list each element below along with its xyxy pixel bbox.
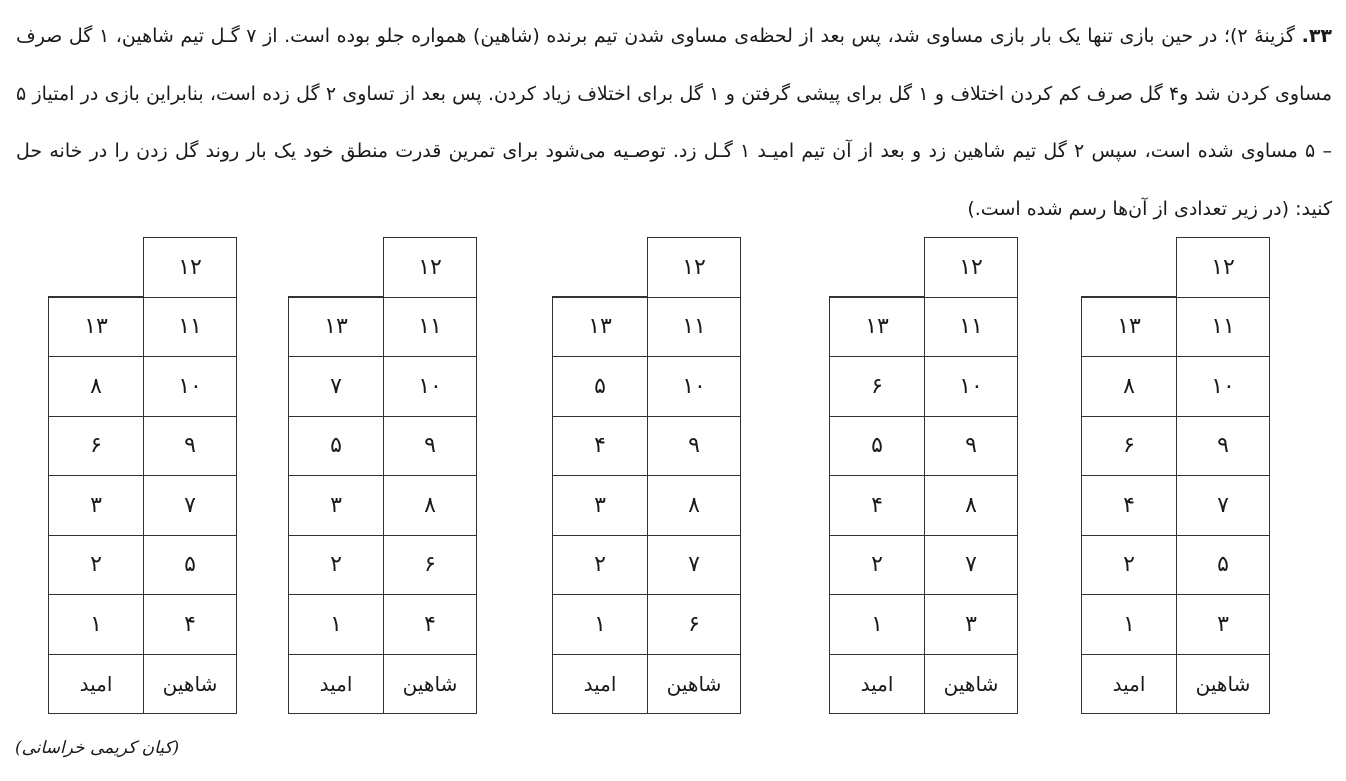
table-cell: ۶ (1081, 416, 1176, 476)
table-cell: ۱ (1081, 594, 1176, 654)
table-cell: ۱۱ (647, 297, 740, 357)
table-cell: ۵ (143, 535, 236, 595)
team-omid-label: امید (829, 654, 924, 714)
table-cell: ۱۳ (552, 297, 647, 357)
table-cell: ۱۳ (829, 297, 924, 357)
table-cell: ۵ (1176, 535, 1269, 595)
table-cell: ۱۳ (48, 297, 143, 357)
table-cell: ۱۰ (1176, 356, 1269, 416)
team-shahin-label: شاهین (143, 654, 236, 714)
empty-cell (552, 237, 647, 297)
table-cell: ۳ (552, 475, 647, 535)
table-cell: ۱۳ (288, 297, 383, 357)
table-cell: ۹ (1176, 416, 1269, 476)
table-cell: ۱۱ (924, 297, 1017, 357)
question-number: ۳۳. (1301, 25, 1333, 47)
team-omid-label: امید (288, 654, 383, 714)
table-cell: ۱ (288, 594, 383, 654)
table-cell: ۲ (1081, 535, 1176, 595)
empty-cell (288, 237, 383, 297)
table-cell: ۶ (829, 356, 924, 416)
table-cell: ۷ (924, 535, 1017, 595)
table-cell: ۲ (829, 535, 924, 595)
table-cell: ۷ (647, 535, 740, 595)
table-cell: ۱۲ (143, 237, 236, 297)
answer-option: گزینۀ ۲)؛ (1223, 25, 1295, 47)
score-table-2 (829, 237, 1018, 714)
score-table-4 (288, 237, 477, 714)
table-cell: ۱ (829, 594, 924, 654)
score-table-1 (1081, 237, 1270, 714)
score-table-5 (48, 237, 237, 714)
empty-cell (1081, 237, 1176, 297)
table-cell: ۳ (288, 475, 383, 535)
table-cell: ۱۰ (924, 356, 1017, 416)
table-cell: ۱ (48, 594, 143, 654)
table-cell: ۹ (924, 416, 1017, 476)
team-shahin-label: شاهین (924, 654, 1017, 714)
table-cell: ۲ (48, 535, 143, 595)
table-cell: ۸ (48, 356, 143, 416)
table-cell: ۹ (647, 416, 740, 476)
table-cell: ۲ (288, 535, 383, 595)
table-cell: ۴ (552, 416, 647, 476)
table-cell: ۴ (383, 594, 476, 654)
table-cell: ۱۰ (383, 356, 476, 416)
table-cell: ۷ (1176, 475, 1269, 535)
table-cell: ۳ (924, 594, 1017, 654)
table-cell: ۴ (1081, 475, 1176, 535)
team-shahin-label: شاهین (1176, 654, 1269, 714)
table-cell: ۸ (647, 475, 740, 535)
team-shahin-label: شاهین (383, 654, 476, 714)
table-cell: ۲ (552, 535, 647, 595)
table-cell: ۱۰ (143, 356, 236, 416)
team-omid-label: امید (552, 654, 647, 714)
table-cell: ۸ (1081, 356, 1176, 416)
table-cell: ۱۱ (143, 297, 236, 357)
table-cell: ۹ (143, 416, 236, 476)
table-cell: ۷ (143, 475, 236, 535)
table-cell: ۴ (829, 475, 924, 535)
team-omid-label: امید (1081, 654, 1176, 714)
team-shahin-label: شاهین (647, 654, 740, 714)
table-cell: ۴ (143, 594, 236, 654)
team-omid-label: امید (48, 654, 143, 714)
table-cell: ۳ (48, 475, 143, 535)
empty-cell (829, 237, 924, 297)
table-cell: ۱۰ (647, 356, 740, 416)
solution-paragraph (16, 8, 1332, 238)
score-table-3 (552, 237, 741, 714)
author-credit: (کیان کریمی خراسانی) (15, 738, 180, 758)
table-cell: ۵ (288, 416, 383, 476)
table-cell: ۱۳ (1081, 297, 1176, 357)
table-cell: ۱۲ (924, 237, 1017, 297)
table-cell: ۱۲ (647, 237, 740, 297)
table-cell: ۱ (552, 594, 647, 654)
table-cell: ۵ (829, 416, 924, 476)
table-cell: ۹ (383, 416, 476, 476)
table-cell: ۷ (288, 356, 383, 416)
table-cell: ۶ (647, 594, 740, 654)
table-cell: ۶ (383, 535, 476, 595)
table-cell: ۱۱ (1176, 297, 1269, 357)
empty-cell (48, 237, 143, 297)
table-cell: ۳ (1176, 594, 1269, 654)
table-cell: ۸ (924, 475, 1017, 535)
table-cell: ۸ (383, 475, 476, 535)
table-cell: ۱۱ (383, 297, 476, 357)
table-cell: ۱۲ (383, 237, 476, 297)
table-cell: ۱۲ (1176, 237, 1269, 297)
table-cell: ۵ (552, 356, 647, 416)
table-cell: ۶ (48, 416, 143, 476)
solution-text: در حین بازی تنها یک بار بازی مساوی شد، پس بعد از لحظه‌ی مساوی شدن تیم برنده (شاهین) همواره جلو بوده است. از ۷ گـل تیم شاهین، ۱ گل صرف مساوی کردن شد و۴ گل صرف کم کردن اختلاف و ۱ گل برای پیشی گرفتن و ۱ گل برای اختلاف زیاد کردن. پس بعد از تساوی ۲ گل زده است، بنابراین بازی در امتیاز ۵ – ۵ مساوی شده است، سپس ۲ گل تیم شاهین زد و بعد از آن تیم امیـد ۱ گـل زد. توصـیه می‌شود برای تمرین قدرت منطق خود یک بار روند گل زدن را در خانه حل کنید: (در زیر تعدادی از آن‌ها رسم شده است.) (16, 25, 1332, 220)
